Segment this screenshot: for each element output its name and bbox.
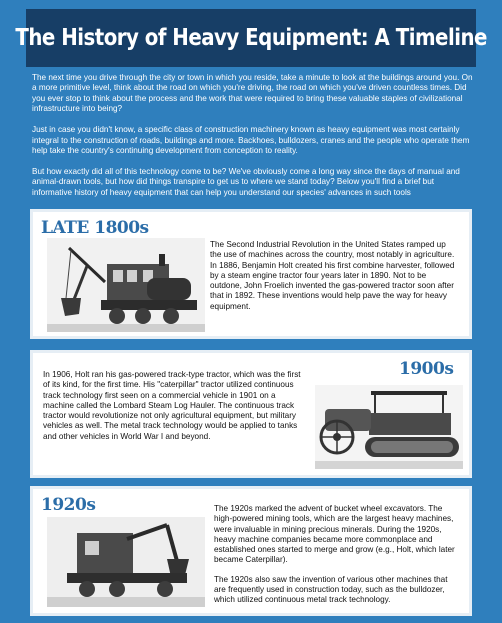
era-paragraph: The 1920s marked the advent of bucket wheel excavators. The high-powered mining tools, which are the largest heavy machines, were invaluable in mining precious minerals. During the 1920s, heavy machine companies became more commonplace and established ones started to merge and grow (e.g., Holt, which later became Caterpillar). <box>214 504 455 565</box>
intro-paragraph-1: The next time you drive through the city or town in which you reside, take a minute to look at the buildings around you. On a more primitive level, think about the road on which you're driving, the road on which you've driven countless times. Did you ever stop to think about the process and the work that were required to bring these valuable staples of civilizational infrastructure into being? <box>32 73 473 114</box>
track-tractor-icon <box>315 385 463 469</box>
timeline-panel-late-1800s <box>33 212 469 336</box>
era-paragraph: The Second Industrial Revolution in the United States ramped up the use of machines across the country, most notably in agriculture. In 1886, Benjamin Holt created his first combine harvester, followed by a steam engine tractor four years later in 1890. Not to be outdone, John Froelich invented the gas-powered tractor soon after that in 1892. These inventions would help pave the way for heavy equipment. <box>210 240 455 311</box>
era-heading-1920s: 1920s <box>41 495 96 515</box>
intro-text <box>32 73 474 209</box>
timeline-panel-1900s <box>33 353 469 475</box>
excavator-icon <box>47 517 205 607</box>
era-text-late-1800s <box>210 240 455 321</box>
timeline-panel-1920s <box>33 489 469 613</box>
steam-shovel-icon <box>47 238 205 332</box>
title-banner <box>15 9 487 67</box>
era-heading-1900s: 1900s <box>399 359 454 379</box>
era-heading-late-1800s: LATE 1800s <box>41 218 149 238</box>
intro-paragraph-3: But how exactly did all of this technology come to be? We've obviously come a long way since the days of manual and animal-drawn tools, but how did things transpire to get us to where we stand today? Below you'll find a brief but informative history of heavy equipment that can help you understand our species' advances in such tools <box>32 166 460 197</box>
era-text-1900s <box>43 370 301 451</box>
page-title: The History of Heavy Equipment: A Timeline <box>15 25 487 51</box>
era-text-1920s <box>214 504 459 615</box>
era-paragraph: In 1906, Holt ran his gas-powered track-type tractor, which was the first of its kind, for the first time. His "caterpillar" tractor utilized continuous track technology first seen on a commercial vehicle in 1901 on a machine called the Lombard Steam Log Hauler. The continuous track tractor would revolutionize not only agricultural equipment, but military vehicles as well. The metal track technology would be applied to tanks and other vehicles in World War I and beyond. <box>43 370 301 441</box>
intro-paragraph-2: Just in case you didn't know, a specific class of construction machinery known as heavy equipment was most certainly integral to the construction of roads, buildings and more. Backhoes, bulldozers, cranes and the people who operate them help take the country's continuing development from conception to reality. <box>32 125 470 155</box>
era-paragraph: The 1920s also saw the invention of various other machines that are frequently used in construction today, such as the bulldozer, which utilized continuous metal track technology. <box>214 574 448 605</box>
